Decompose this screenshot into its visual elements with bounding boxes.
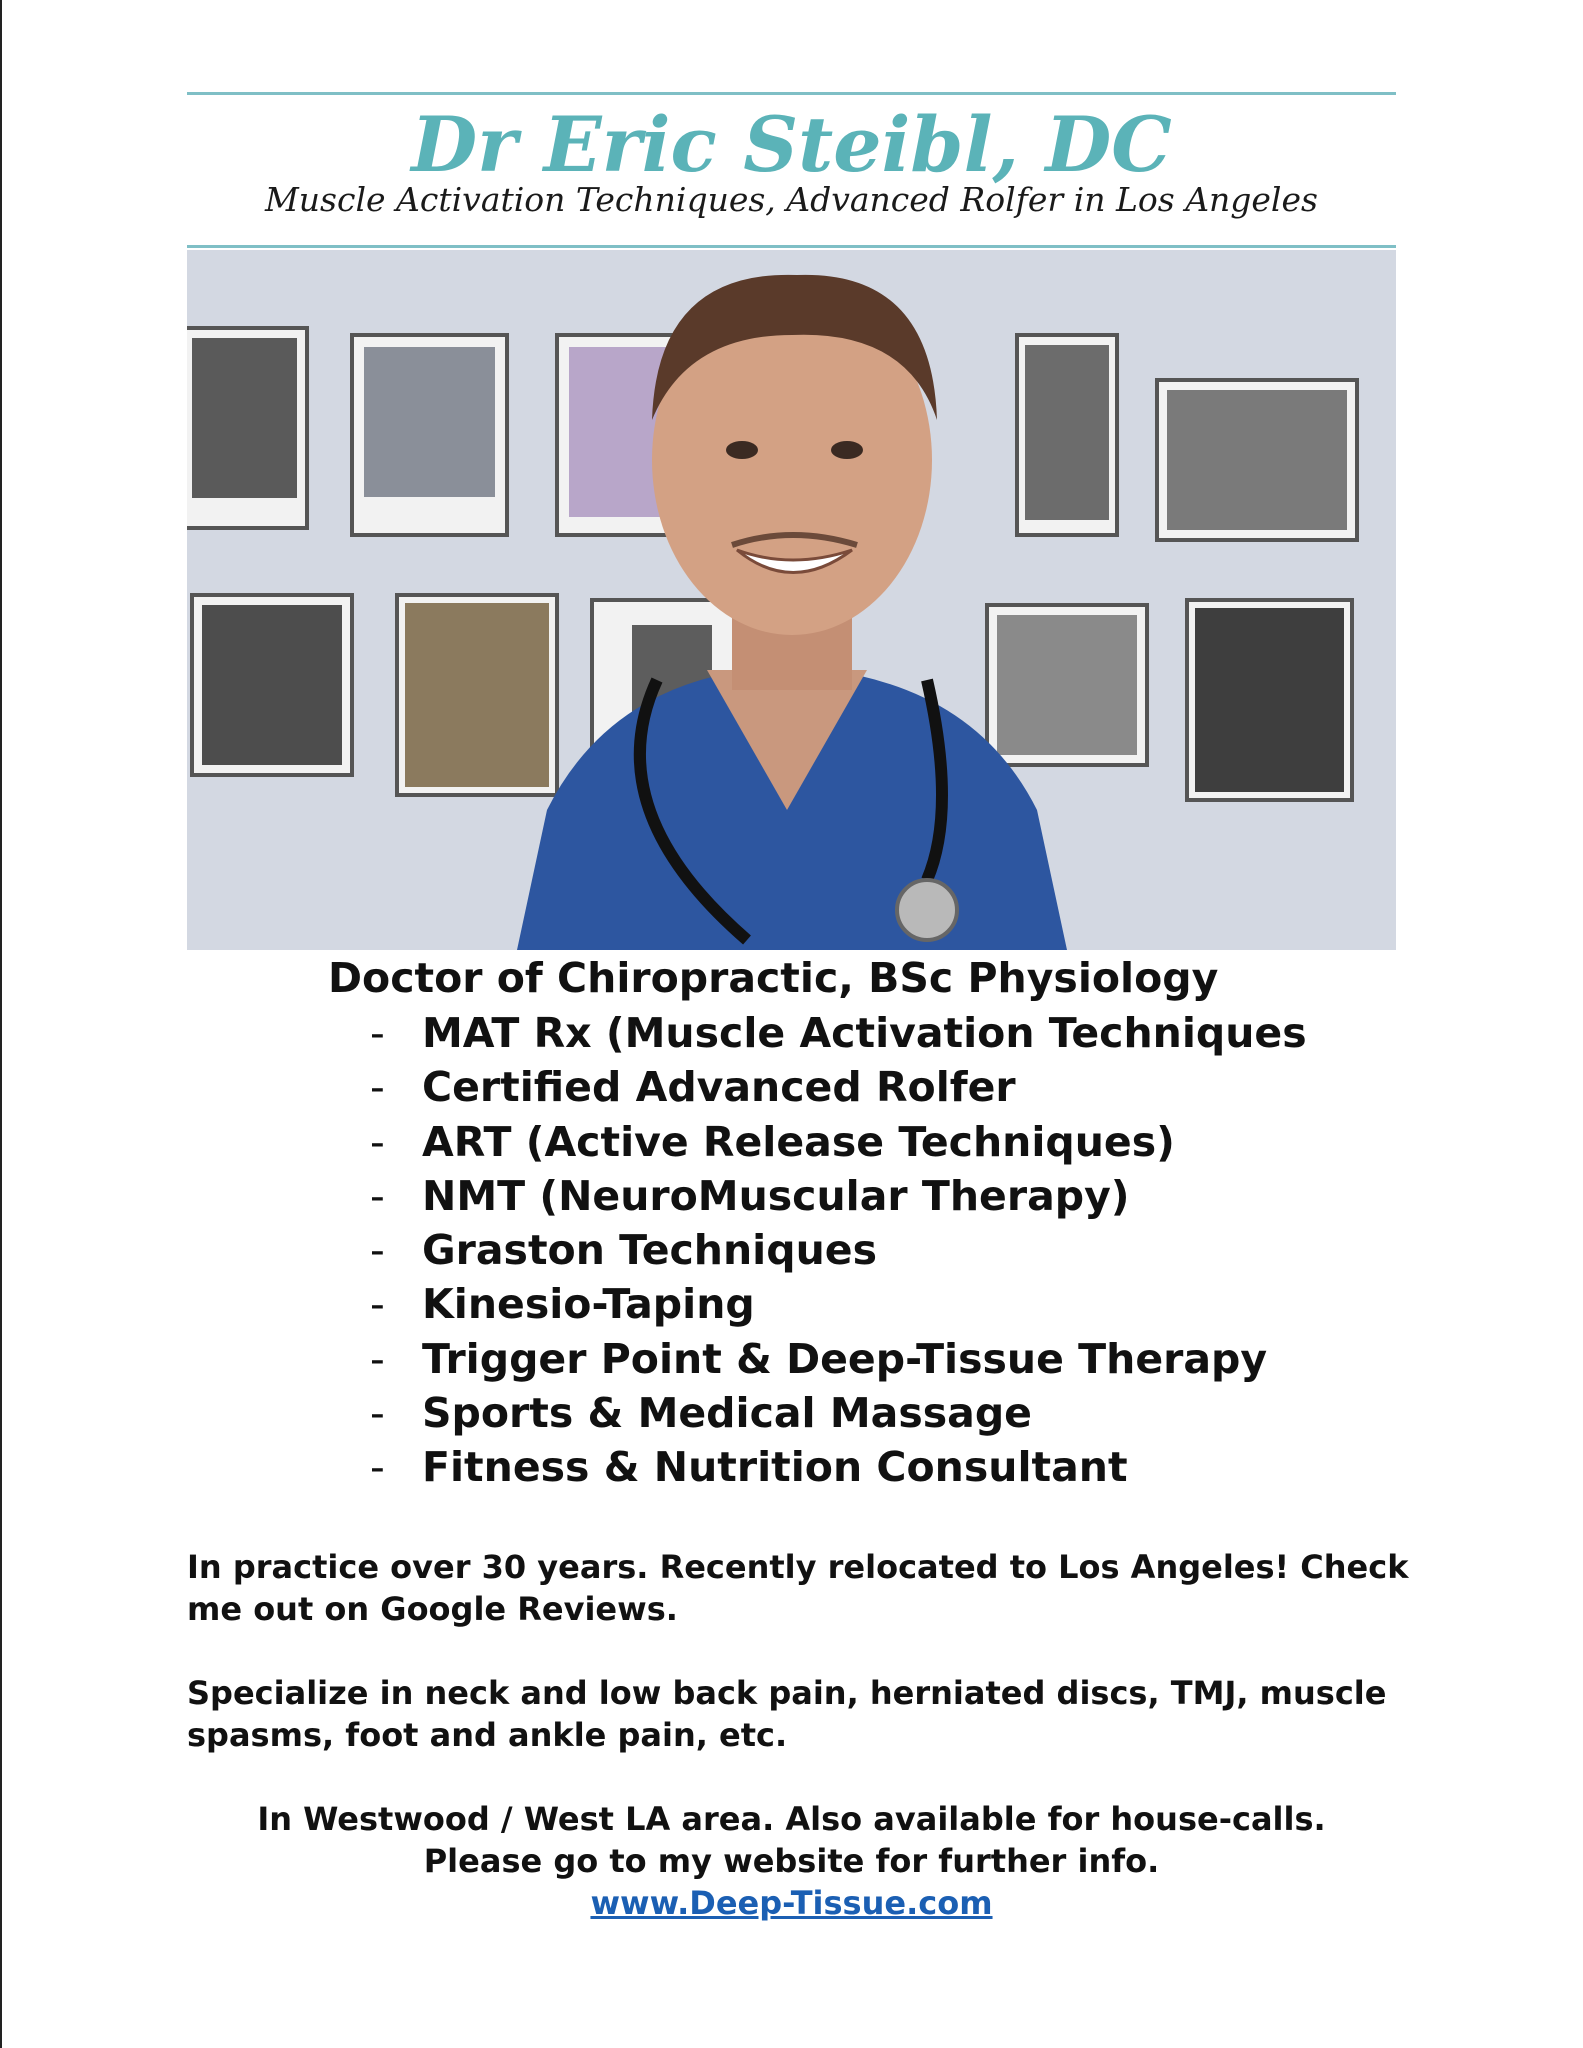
credential-label: Trigger Point & Deep-Tissue Therapy (422, 1334, 1268, 1383)
credential-label: Graston Techniques (422, 1226, 877, 1275)
credential-label: Fitness & Nutrition Consultant (422, 1443, 1128, 1492)
bullet-dash: - (370, 1280, 385, 1329)
list-item (370, 1006, 1307, 1060)
list-item (370, 1169, 1307, 1223)
header-top-rule (187, 92, 1396, 95)
list-item (370, 1060, 1307, 1114)
page-title: Dr Eric Steibl, DC (411, 100, 1172, 189)
wall-frame (397, 595, 557, 795)
list-item (370, 1277, 1307, 1331)
bullet-dash: - (370, 1171, 385, 1220)
wall-frame (1017, 335, 1117, 535)
credentials-heading: Doctor of Chiropractic, BSc Physiology (328, 954, 1219, 1002)
page-subtitle: Muscle Activation Techniques, Advanced Rolfer in Los Angeles (265, 180, 1318, 219)
wall-frame (352, 335, 507, 535)
list-item (370, 1332, 1307, 1386)
list-item (370, 1440, 1307, 1494)
wall-frame (987, 605, 1147, 765)
credential-label: NMT (NeuroMuscular Therapy) (422, 1171, 1130, 1220)
wall-frame (1157, 380, 1357, 540)
bullet-dash: - (370, 1117, 385, 1166)
bullet-dash: - (370, 1443, 385, 1492)
website-cta: Please go to my website for further info. (423, 1842, 1160, 1880)
list-item (370, 1115, 1307, 1169)
location-text: In Westwood / West LA area. Also available for house-calls. (257, 1800, 1326, 1838)
bullet-dash: - (370, 1389, 385, 1438)
credentials-list (370, 1006, 1307, 1495)
list-item (370, 1223, 1307, 1277)
bullet-dash: - (370, 1334, 385, 1383)
credential-label: ART (Active Release Techniques) (422, 1117, 1175, 1166)
bullet-dash: - (370, 1063, 385, 1112)
header-bottom-rule (187, 245, 1396, 248)
bullet-dash: - (370, 1226, 385, 1275)
specialties-paragraph: Specialize in neck and low back pain, herniated discs, TMJ, muscle spasms, foot and ankle pain, etc. (187, 1674, 1387, 1754)
website-link[interactable]: www.Deep-Tissue.com (590, 1884, 993, 1922)
experience-paragraph: In practice over 30 years. Recently relocated to Los Angeles! Check me out on Google Reviews. (187, 1548, 1409, 1628)
list-item (370, 1386, 1307, 1440)
page-left-border (0, 0, 2, 2048)
doctor-photo (187, 250, 1396, 950)
bullet-dash: - (370, 1009, 385, 1057)
credential-label: Certified Advanced Rolfer (422, 1063, 1016, 1112)
credential-label: MAT Rx (Muscle Activation Techniques (422, 1009, 1307, 1057)
credential-label: Sports & Medical Massage (422, 1389, 1032, 1438)
credential-label: Kinesio-Taping (422, 1280, 755, 1329)
wall-frame (187, 328, 307, 528)
wall-frame (1187, 600, 1352, 800)
wall-frame (192, 595, 352, 775)
